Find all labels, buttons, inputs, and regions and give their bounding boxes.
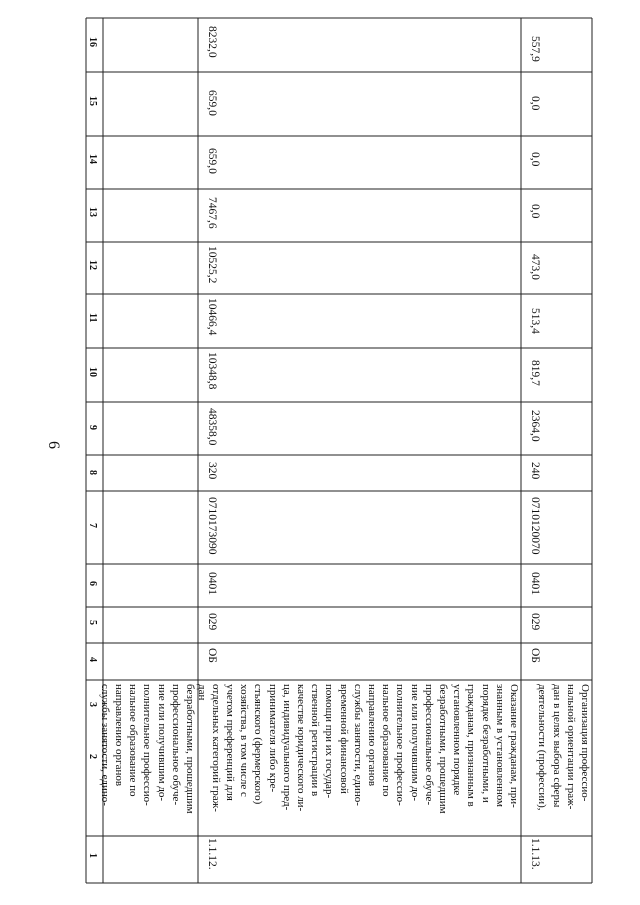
- column-header-11: 11: [87, 313, 98, 323]
- row-1-1-13-col12: 473,0: [529, 254, 541, 280]
- row-1-1-12-col15: 659,0: [206, 90, 218, 116]
- column-header-1: 1: [87, 853, 98, 858]
- row-1-1-12-col14: 659,0: [206, 148, 218, 174]
- row-1-1-12-col12: 10525,2: [206, 246, 218, 284]
- row-1-1-13-id: 1.1.13.: [529, 838, 541, 870]
- row-continuation-description: безработными, прошедшим профессиональное обуче- ние или получившим до- полнительное профессио- нальное образование по направлению органов службы занятости, едино-: [98, 684, 196, 814]
- row-1-1-13-col6: 0401: [529, 572, 541, 595]
- column-header-12: 12: [87, 260, 98, 270]
- row-1-1-13-col8: 240: [529, 462, 541, 480]
- row-1-1-13-description: Организация профессио- нальной ориентации граж- дан в целях выбора сферы деятельности (профессии),: [536, 684, 591, 811]
- row-1-1-13-col13: 0,0: [529, 204, 541, 219]
- row-1-1-12-col9: 48358,0: [206, 408, 218, 446]
- row-1-1-12-col4: ОБ: [206, 648, 218, 663]
- row-1-1-13-col9: 2364,0: [529, 410, 541, 442]
- column-header-15: 15: [87, 96, 98, 106]
- row-1-1-13-col14: 0,0: [529, 152, 541, 167]
- column-header-8: 8: [87, 470, 98, 475]
- column-header-7: 7: [87, 523, 98, 528]
- column-header-5: 5: [87, 620, 98, 625]
- row-1-1-13-col10: 819,7: [529, 360, 541, 386]
- row-1-1-12-id: 1.1.12.: [206, 838, 218, 870]
- row-1-1-12-col16: 8232,0: [206, 26, 218, 58]
- row-1-1-12-col8: 320: [206, 462, 218, 480]
- row-1-1-13-col4: ОБ: [529, 648, 541, 663]
- row-1-1-12-col7: 0710173090: [206, 497, 218, 555]
- row-1-1-12-col13: 7467,6: [206, 197, 218, 229]
- row-1-1-12-col10: 10348,8: [206, 352, 218, 390]
- page-number: 6: [45, 441, 62, 449]
- row-1-1-13-col16: 557,9: [529, 36, 541, 62]
- row-1-1-13-col7: 0710120070: [529, 497, 541, 555]
- column-header-10: 10: [87, 367, 98, 377]
- row-1-1-13-col11: 513,4: [529, 308, 541, 334]
- column-header-6: 6: [87, 581, 98, 586]
- column-header-16: 16: [87, 37, 98, 47]
- row-1-1-12-col5: 029: [206, 613, 218, 631]
- column-header-9: 9: [87, 425, 98, 430]
- row-1-1-12-col11: 10466,4: [206, 298, 218, 336]
- row-1-1-12-description: Оказание гражданам, при- знанным в установленном порядке безработными, и гражданам, признанным в установленном порядке безработными, прошедшим профессиональное обуче- ние или получившим до- полнительное профессио- нальное образование по направлению органов службы занятости, едино- временной финансовой помощи при их государ- ственной регистрации в качестве юридического ли- ца, индивидуального пред- принимателя либо кре- стьянского (фермерского) хозяйства, в том числе с учетом преференций для отдельных категорий граж- дан: [195, 684, 520, 814]
- row-1-1-13-col5: 029: [529, 613, 541, 631]
- row-1-1-13-col15: 0,0: [529, 96, 541, 111]
- column-header-4: 4: [87, 657, 98, 662]
- column-header-14: 14: [87, 154, 98, 164]
- column-header-3: 3: [87, 702, 98, 707]
- column-header-2: 2: [87, 754, 98, 759]
- column-header-13: 13: [87, 207, 98, 217]
- row-1-1-12-col6: 0401: [206, 572, 218, 595]
